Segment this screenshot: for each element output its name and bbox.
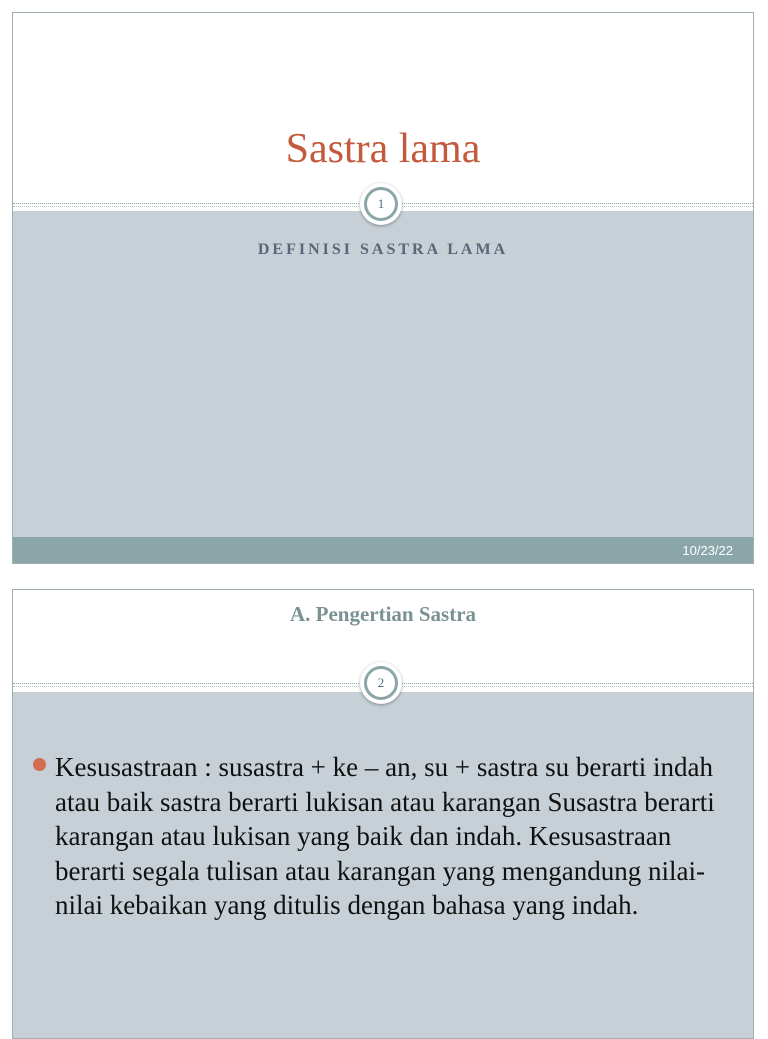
slide-2-bullet-text: Kesusastraan : susastra + ke – an, su + sastra su berarti indah atau baik sastra berarti lukisan atau karangan Susastra berarti karangan atau lukisan yang baik dan indah. Kesusastraan berarti segala tulisan atau karangan yang mengandung nilai-nilai kebaikan yang ditulis dengan bahasa yang indah.: [55, 752, 715, 920]
slide-2-title: A. Pengertian Sastra: [289, 602, 477, 626]
bullet-dot-icon: [33, 758, 46, 771]
slide-1: [12, 12, 754, 564]
slide-1-number: 1: [377, 196, 385, 211]
slide-2-bullet-item: [33, 750, 723, 923]
slide-1-title: Sastra lama: [285, 126, 481, 172]
slide-2-number: 2: [377, 675, 385, 690]
slide-1-number-badge: [360, 183, 402, 225]
slide-2-number-badge: [360, 662, 402, 704]
slide-2: [12, 589, 754, 1039]
slide-1-date: 10/23/22: [682, 543, 733, 558]
slide-1-footer-bar: [13, 537, 753, 563]
slide-1-subtitle: DEFINISI SASTRA LAMA: [257, 241, 509, 258]
slide-1-content-band: [13, 211, 753, 537]
